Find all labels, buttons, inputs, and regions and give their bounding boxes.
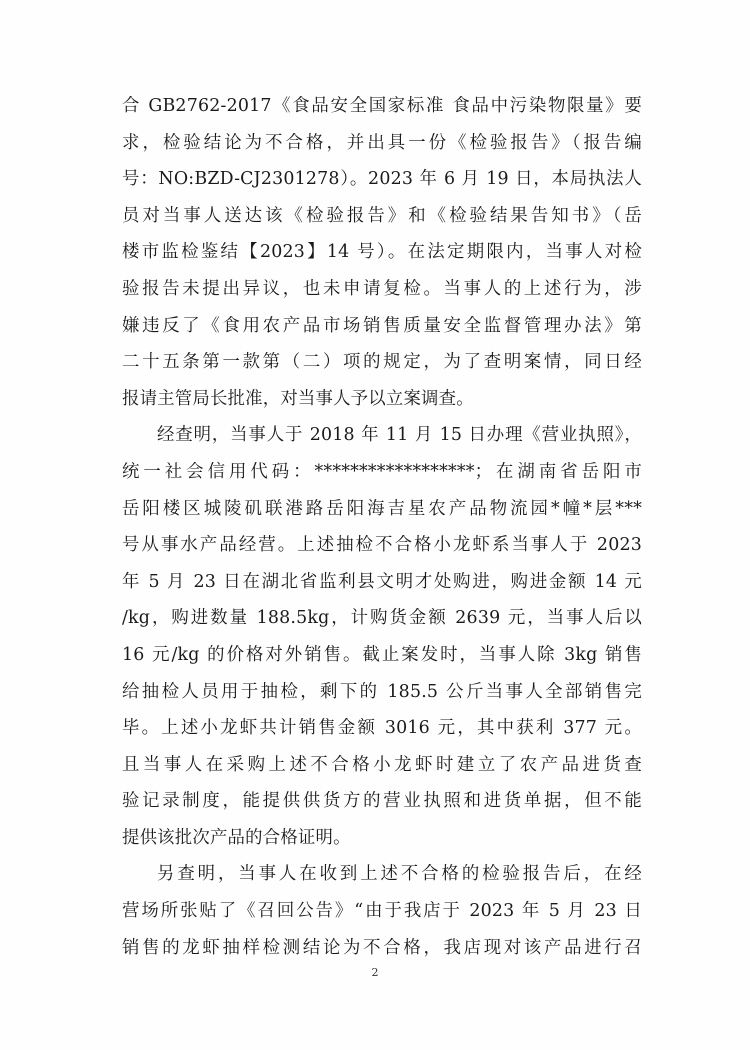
paragraph-investigation-findings: [122, 417, 642, 856]
text-line: 统一社会信用代码：******************；在湖南省岳阳市: [122, 461, 642, 482]
text-line: 求，检验结论为不合格，并出具一份《检验报告》（报告编: [122, 132, 642, 153]
text-line: 且当事人在采购上述不合格小龙虾时建立了农产品进货查: [122, 754, 642, 775]
text-line: 报请主管局长批准，对当事人予以立案调查。: [122, 388, 474, 409]
text-line: 给抽检人员用于抽检，剩下的 185.5 公斤当事人全部销售完: [122, 681, 642, 702]
paragraph-additional-findings: [122, 856, 642, 966]
text-line: 经查明，当事人于 2018 年 11 月 15 日办理《营业执照》，: [157, 425, 642, 446]
text-line: 销售的龙虾抽样检测结论为不合格，我店现对该产品进行召: [122, 937, 642, 958]
text-line: 营场所张贴了《召回公告》“由于我店于 2023 年 5 月 23 日: [122, 901, 642, 922]
page-number: 2: [371, 966, 379, 979]
text-line: 号从事水产品经营。上述抽检不合格小龙虾系当事人于 2023: [122, 535, 642, 556]
text-line: 验报告未提出异议，也未申请复检。当事人的上述行为，涉: [122, 278, 642, 299]
text-line: 合 GB2762-2017《食品安全国家标准 食品中污染物限量》要: [122, 96, 642, 116]
text-line: /kg，购进数量 188.5kg，计购货金额 2639 元，当事人后以: [122, 608, 642, 629]
paragraph-case-filing: [122, 88, 642, 417]
text-line: 提供该批次产品的合格证明。: [122, 827, 351, 848]
text-line: 楼市监检鉴结【2023】14 号）。在法定期限内，当事人对检: [122, 242, 642, 263]
document-body: [122, 88, 642, 966]
text-line: 年 5 月 23 日在湖北省监利县文明才处购进，购进金额 14 元: [122, 571, 642, 592]
text-line: 毕。上述小龙虾共计销售金额 3016 元，其中获利 377 元。: [122, 718, 642, 739]
text-line: 嫌违反了《食用农产品市场销售质量安全监督管理办法》第: [122, 315, 642, 336]
text-line: 验记录制度，能提供供货方的营业执照和进货单据，但不能: [122, 791, 642, 812]
text-line: 号：NO:BZD-CJ2301278）。2023 年 6 月 19 日，本局执法人: [122, 169, 642, 190]
text-line: 二十五条第一款第（二）项的规定，为了查明案情，同日经: [122, 352, 642, 373]
text-line: 16 元/kg 的价格对外销售。截止案发时，当事人除 3kg 销售: [122, 644, 642, 665]
text-line: 另查明，当事人在收到上述不合格的检验报告后，在经: [157, 864, 642, 885]
text-line: 岳阳楼区城陵矶联港路岳阳海吉星农产品物流园*幢*层***: [122, 498, 642, 519]
text-line: 员对当事人送达该《检验报告》和《检验结果告知书》（岳: [122, 205, 642, 226]
